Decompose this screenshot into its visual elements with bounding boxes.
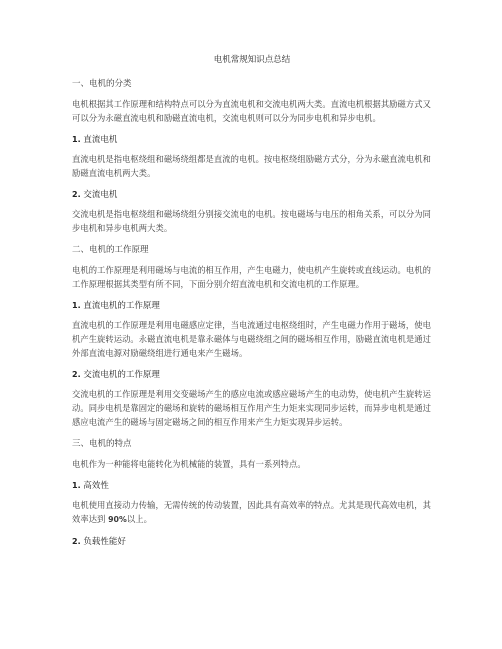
section-intro: 电机根据其工作原理和结构特点可以分为直流电机和交流电机两大类。直流电机根据其励磁方式又可以分为永磁直流电机和励磁直流电机，交流电机则可以分为同步电机和异步电机。 xyxy=(72,99,431,123)
subsection-number: 1. xyxy=(72,481,81,490)
section-heading: 三、电机的特点 xyxy=(72,439,132,449)
subsection-heading xyxy=(72,134,432,146)
subsection-text xyxy=(72,498,432,527)
subsection-number: 1. xyxy=(72,135,81,144)
subsection-title: 交流电机的工作原理 xyxy=(83,370,160,380)
section-classification xyxy=(72,78,432,235)
subsection-text: 直流电机是指电枢绕组和磁场绕组都是直流的电机。按电枢绕组励磁方式分，分为永磁直流电机和励磁直流电机两大类。 xyxy=(72,154,431,178)
subsection-heading xyxy=(72,480,432,492)
subsection-text: 直流电机的工作原理是利用电磁感应定律，当电流通过电枢绕组时，产生电磁力作用于磁场，使电机产生旋转运动。永磁直流电机是靠永磁体与电磁绕组之间的磁场相互作用，励磁直流电机是通过外部直流电源对励磁绕组进行通电来产生磁场。 xyxy=(72,320,431,358)
subsection-number: 2. xyxy=(72,370,81,379)
subsection-heading xyxy=(72,300,432,312)
subsection-text: 交流电机的工作原理是利用交变磁场产生的感应电流或感应磁场产生的电动势，使电机产生旋转运动。同步电机是靠固定的磁场和旋转的磁场相互作用产生力矩来实现同步运转，而异步电机是通过感应电流产生的磁场与固定磁场之间的相互作用来产生力矩实现异步运转。 xyxy=(72,389,431,427)
subsection-text: 交流电机是指电枢绕组和磁场绕组分别接交流电的电机。按电磁场与电压的相角关系，可以分为同步电机和异步电机两大类。 xyxy=(72,209,431,233)
section-working-principle xyxy=(72,244,432,429)
section-heading: 二、电机的工作原理 xyxy=(72,245,149,255)
subsection-title: 直流电机 xyxy=(83,135,118,145)
subsection-title: 高效性 xyxy=(83,481,109,491)
subsection-title: 负载性能好 xyxy=(83,537,126,547)
subsection-number: 2. xyxy=(72,190,81,199)
section-heading: 一、电机的分类 xyxy=(72,79,132,89)
efficiency-value: 90% xyxy=(108,515,127,524)
subsection-text-part: 电机使用直接动力传输，无需传统的传动装置，因此具有高效率的特点。尤其是现代高效电机，其效率达到 xyxy=(72,500,431,524)
subsection-number: 1. xyxy=(72,301,81,310)
subsection-title: 交流电机 xyxy=(83,190,118,200)
subsection-number: 2. xyxy=(72,537,81,546)
subsection-heading xyxy=(72,369,432,381)
section-intro: 电机的工作原理是利用磁场与电流的相互作用，产生电磁力，使电机产生旋转或直线运动。电机的工作原理根据其类型有所不同，下面分别介绍直流电机和交流电机的工作原理。 xyxy=(72,265,431,289)
section-characteristics xyxy=(72,438,432,548)
document-title: 电机常规知识点总结 xyxy=(213,55,291,65)
subsection-heading xyxy=(72,189,432,201)
subsection-title: 直流电机的工作原理 xyxy=(83,301,160,311)
subsection-text-part: 以上。 xyxy=(126,514,152,524)
section-intro: 电机作为一种能将电能转化为机械能的装置，具有一系列特点。 xyxy=(72,459,306,469)
subsection-heading xyxy=(72,536,432,548)
